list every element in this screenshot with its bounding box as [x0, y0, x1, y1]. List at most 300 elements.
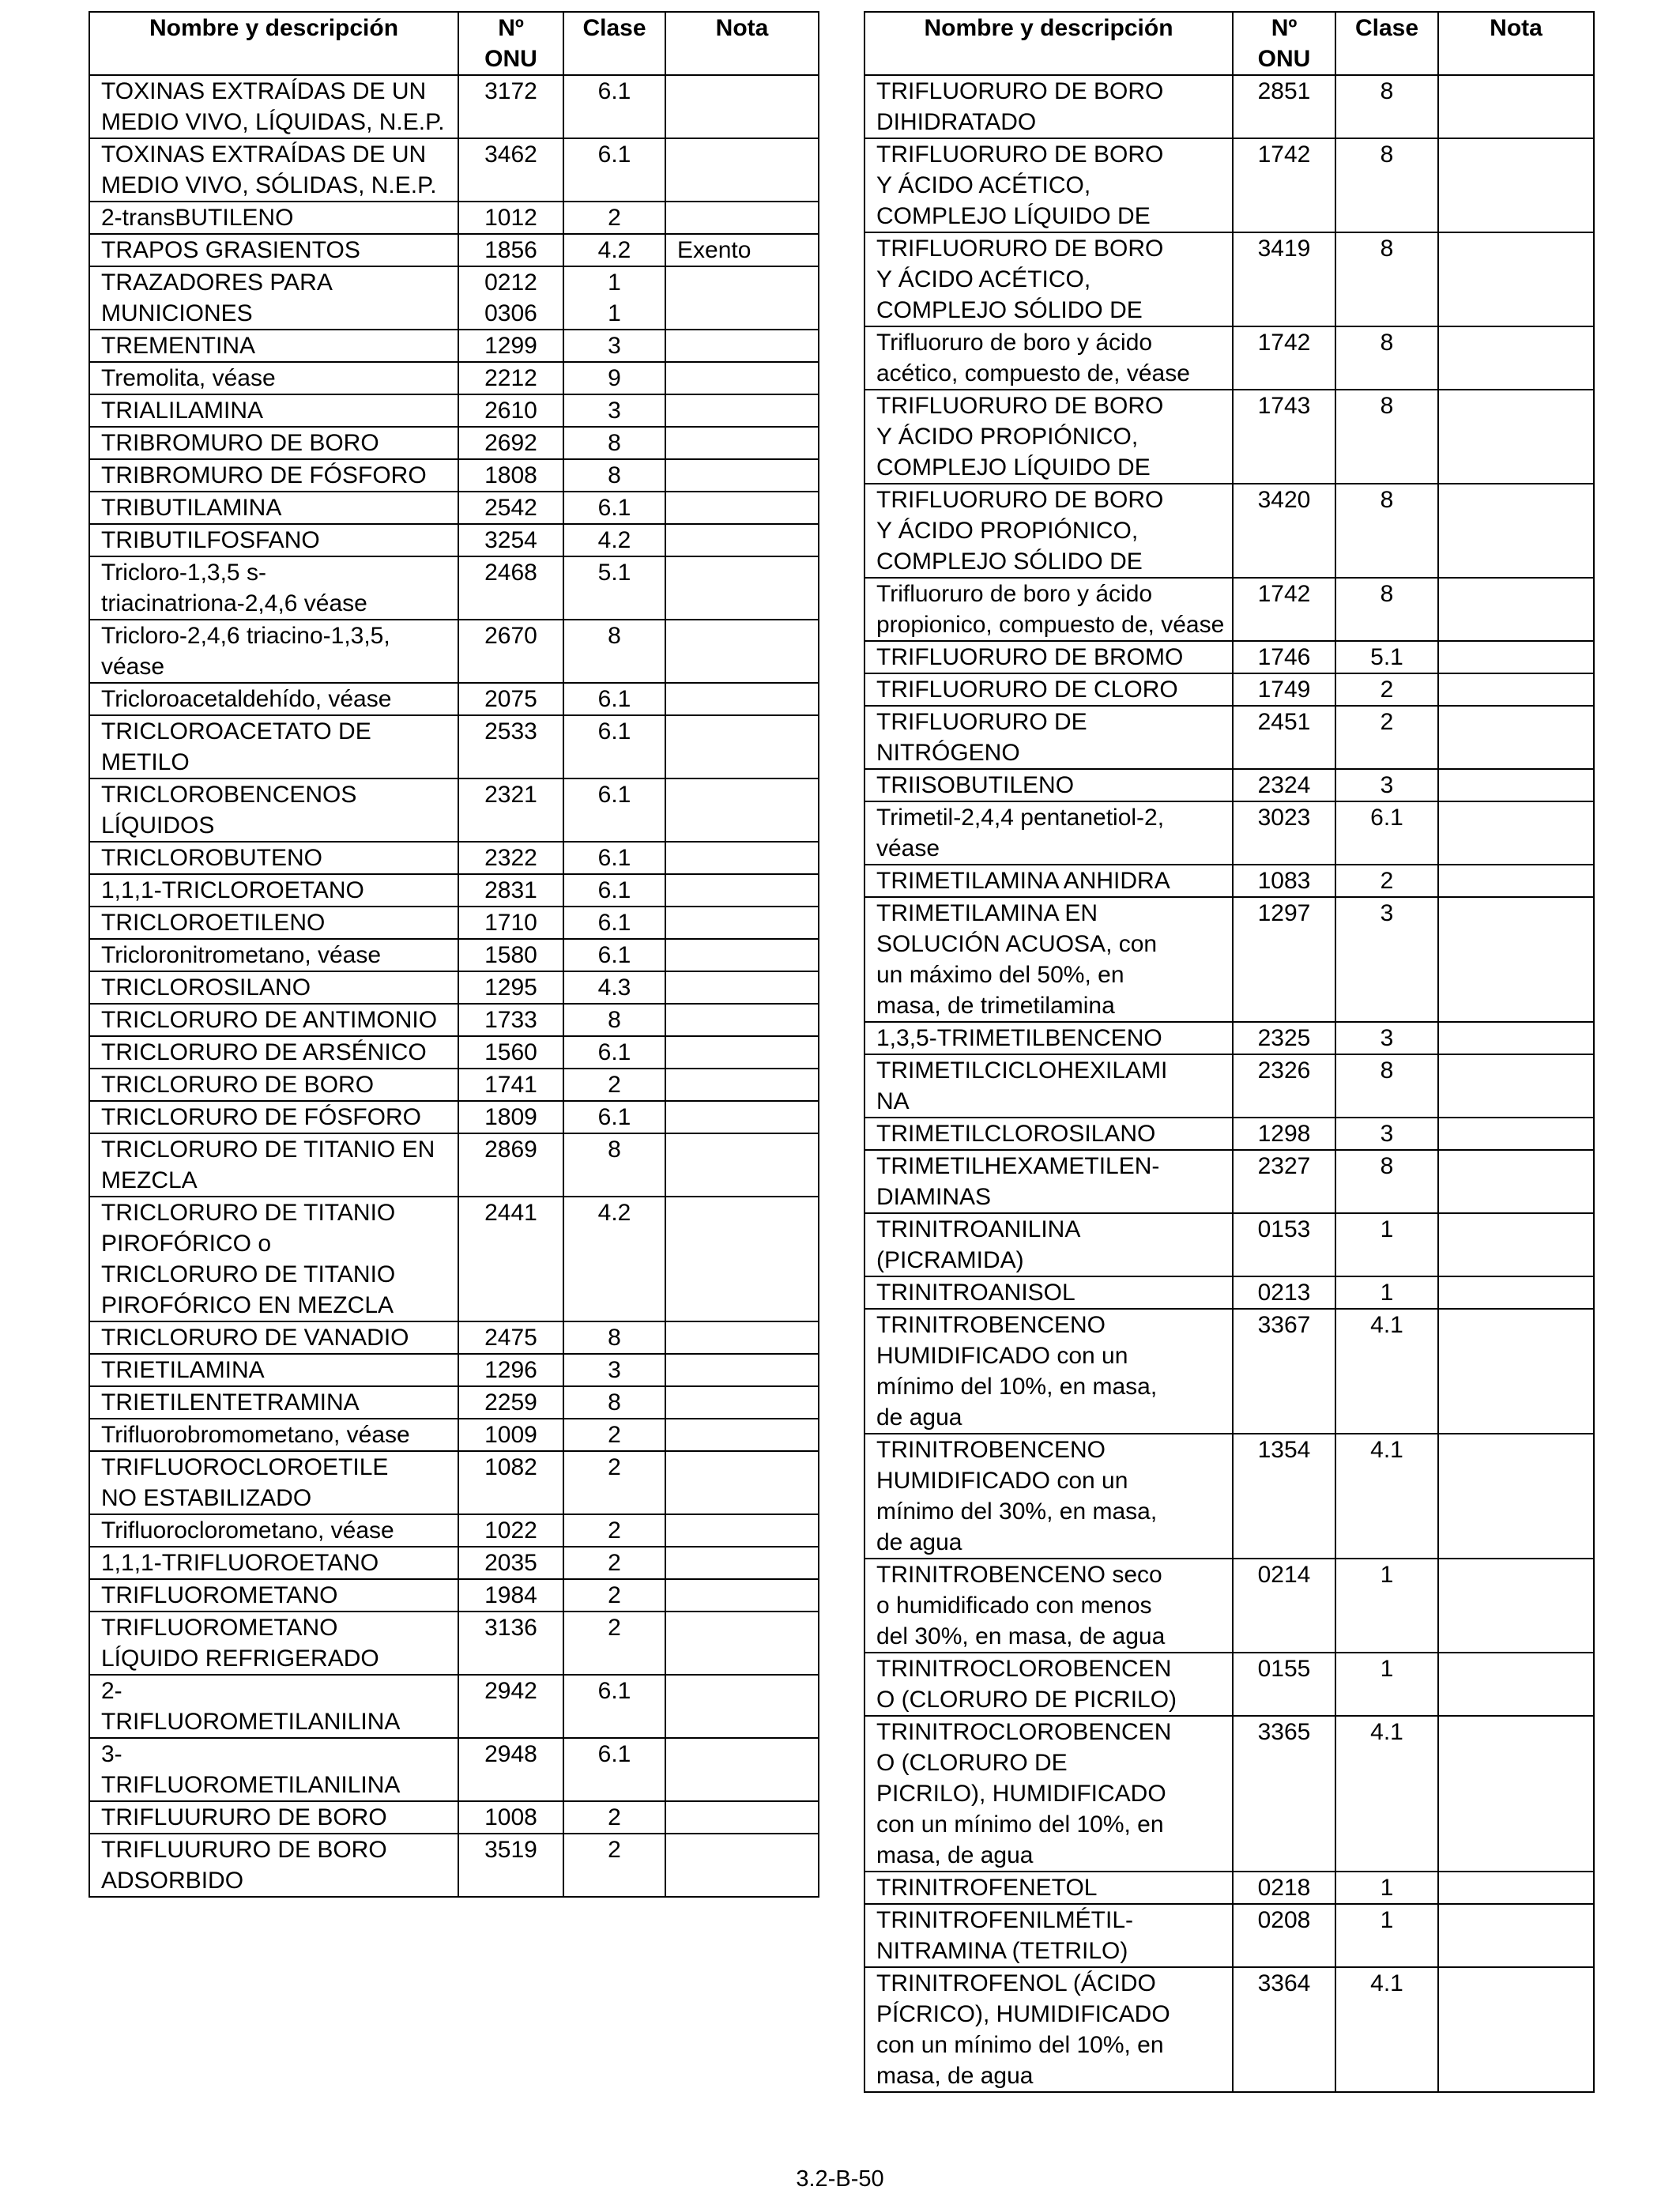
table-row — [864, 1434, 1594, 1559]
cell-un-number: 1295 — [458, 971, 563, 1004]
cell-class: 6.1 — [563, 874, 665, 907]
cell-class: 8 — [563, 427, 665, 459]
cell-note — [665, 1612, 819, 1675]
table-row — [89, 75, 819, 138]
table-row — [864, 1904, 1594, 1967]
cell-note — [665, 1004, 819, 1036]
cell-un-number: 3519 — [458, 1834, 563, 1897]
cell-name: TOXINAS EXTRAÍDAS DE UN MEDIO VIVO, SÓLIDAS, N.E.P. — [89, 138, 458, 202]
table-row — [864, 1309, 1594, 1434]
cell-un-number: 1009 — [458, 1419, 563, 1451]
cell-un-number: 1297 — [1233, 897, 1335, 1022]
cell-class: 2 — [563, 1419, 665, 1451]
cell-name: TRICLOROBENCENOS LÍQUIDOS — [89, 778, 458, 842]
cell-name: 2-transBUTILENO — [89, 202, 458, 234]
cell-class: 6.1 — [563, 683, 665, 715]
cell-un-number: 0218 — [1233, 1872, 1335, 1904]
cell-class: 2 — [563, 1547, 665, 1579]
cell-un-number: 1560 — [458, 1036, 563, 1069]
cell-note — [1438, 1276, 1594, 1309]
cell-class: 6.1 — [563, 75, 665, 138]
cell-class: 4.1 — [1335, 1967, 1438, 2092]
cell-name: TRIFLUORURO DE NITRÓGENO — [864, 706, 1233, 769]
cell-note — [1438, 1213, 1594, 1276]
cell-name: TRICLORURO DE TITANIO EN MEZCLA — [89, 1133, 458, 1197]
cell-un-number: 2441 — [458, 1197, 563, 1321]
table-row — [864, 1150, 1594, 1213]
cell-note — [665, 1069, 819, 1101]
cell-name: TRIFLUOROMETANO — [89, 1579, 458, 1612]
cell-note — [665, 1101, 819, 1133]
cell-un-number: 1299 — [458, 330, 563, 362]
table-row — [864, 706, 1594, 769]
cell-un-number: 3419 — [1233, 232, 1335, 326]
cell-un-number: 1809 — [458, 1101, 563, 1133]
cell-name: TRINITROFENETOL — [864, 1872, 1233, 1904]
cell-note — [665, 362, 819, 394]
cell-class: 8 — [1335, 1054, 1438, 1118]
cell-note — [665, 1834, 819, 1897]
header-un-number: Nº ONU — [1233, 12, 1335, 75]
cell-class: 2 — [563, 1801, 665, 1834]
cell-name: 1,1,1-TRIFLUOROETANO — [89, 1547, 458, 1579]
cell-class: 4.1 — [1335, 1434, 1438, 1559]
table-row — [864, 484, 1594, 578]
table-row — [89, 1036, 819, 1069]
table-row — [864, 673, 1594, 706]
cell-note — [665, 620, 819, 683]
cell-un-number: 1733 — [458, 1004, 563, 1036]
cell-note — [665, 524, 819, 556]
cell-class: 8 — [1335, 75, 1438, 138]
cell-name: TRICLORURO DE VANADIO — [89, 1321, 458, 1354]
table-row — [89, 1514, 819, 1547]
cell-name: Trifluoruro de boro y ácido acético, compuesto de, véase — [864, 326, 1233, 390]
cell-un-number: 3254 — [458, 524, 563, 556]
table-row — [89, 715, 819, 778]
cell-note — [665, 1451, 819, 1514]
cell-class: 6.1 — [563, 939, 665, 971]
cell-class: 8 — [563, 1386, 665, 1419]
cell-class: 4.3 — [563, 971, 665, 1004]
cell-name: TRICLOROETILENO — [89, 907, 458, 939]
cell-name: TRIBROMURO DE BORO — [89, 427, 458, 459]
cell-un-number: 3172 — [458, 75, 563, 138]
cell-note — [665, 556, 819, 620]
cell-name: TRIFLUORURO DE CLORO — [864, 673, 1233, 706]
cell-class: 6.1 — [563, 138, 665, 202]
cell-un-number: 2451 — [1233, 706, 1335, 769]
table-row — [864, 75, 1594, 138]
cell-note — [665, 1514, 819, 1547]
table-row — [89, 556, 819, 620]
table-row — [89, 874, 819, 907]
header-class: Clase — [1335, 12, 1438, 75]
table-row — [89, 1101, 819, 1133]
table-row — [89, 1133, 819, 1197]
table-row — [89, 1801, 819, 1834]
table-row — [89, 1004, 819, 1036]
cell-un-number: 2533 — [458, 715, 563, 778]
cell-class: 2 — [563, 1514, 665, 1547]
cell-class: 8 — [563, 620, 665, 683]
cell-note — [1438, 75, 1594, 138]
cell-class: 3 — [563, 330, 665, 362]
cell-note — [1438, 1872, 1594, 1904]
cell-note — [665, 1354, 819, 1386]
cell-un-number: 1022 — [458, 1514, 563, 1547]
cell-note — [665, 874, 819, 907]
cell-un-number: 1749 — [1233, 673, 1335, 706]
cell-note — [665, 492, 819, 524]
cell-name: TREMENTINA — [89, 330, 458, 362]
header-un-number: Nº ONU — [458, 12, 563, 75]
cell-un-number: 3365 — [1233, 1716, 1335, 1872]
cell-note — [1438, 1150, 1594, 1213]
cell-name: TRIFLUORURO DE BROMO — [864, 641, 1233, 673]
cell-un-number: 1808 — [458, 459, 563, 492]
cell-class: 6.1 — [563, 492, 665, 524]
table-header-row — [89, 12, 819, 75]
cell-class: 6.1 — [563, 1738, 665, 1801]
cell-un-number: 2259 — [458, 1386, 563, 1419]
cell-name: 2- TRIFLUOROMETILANILINA — [89, 1675, 458, 1738]
table-row — [89, 683, 819, 715]
cell-name: TRICLORURO DE BORO — [89, 1069, 458, 1101]
cell-name: TRINITROCLOROBENCEN O (CLORURO DE PICRILO) — [864, 1653, 1233, 1716]
cell-class: 6.1 — [563, 1036, 665, 1069]
cell-note — [665, 75, 819, 138]
header-class: Clase — [563, 12, 665, 75]
cell-class: 1 — [1335, 1213, 1438, 1276]
cell-class: 2 — [563, 1834, 665, 1897]
cell-name: TRIFLUURURO DE BORO ADSORBIDO — [89, 1834, 458, 1897]
cell-note — [1438, 769, 1594, 801]
cell-class: 1 — [1335, 1276, 1438, 1309]
cell-note — [1438, 390, 1594, 484]
cell-name: Trimetil-2,4,4 pentanetiol-2, véase — [864, 801, 1233, 865]
cell-note — [665, 459, 819, 492]
table-row — [864, 1213, 1594, 1276]
cell-un-number: 3420 — [1233, 484, 1335, 578]
cell-note — [665, 330, 819, 362]
cell-class: 4.1 — [1335, 1309, 1438, 1434]
cell-un-number: 2948 — [458, 1738, 563, 1801]
cell-un-number: 3367 — [1233, 1309, 1335, 1434]
cell-note — [665, 1547, 819, 1579]
cell-un-number: 1743 — [1233, 390, 1335, 484]
cell-un-number: 1856 — [458, 234, 563, 266]
table-row — [89, 362, 819, 394]
cell-name: TRINITROCLOROBENCEN O (CLORURO DE PICRILO), HUMIDIFICADO con un mínimo del 10%, en masa, de agua — [864, 1716, 1233, 1872]
table-row — [89, 907, 819, 939]
cell-un-number: 1008 — [458, 1801, 563, 1834]
cell-class: 8 — [563, 1133, 665, 1197]
cell-class: 2 — [563, 202, 665, 234]
cell-note — [665, 1386, 819, 1419]
cell-un-number: 2325 — [1233, 1022, 1335, 1054]
cell-name: TRIBUTILFOSFANO — [89, 524, 458, 556]
cell-name: TRIFLUURURO DE BORO — [89, 1801, 458, 1834]
table-row — [89, 939, 819, 971]
cell-un-number: 1012 — [458, 202, 563, 234]
cell-un-number: 2212 — [458, 362, 563, 394]
cell-class: 8 — [563, 1004, 665, 1036]
cell-note — [665, 427, 819, 459]
cell-note — [1438, 326, 1594, 390]
table-row — [89, 234, 819, 266]
table-row — [89, 1321, 819, 1354]
cell-note — [665, 1419, 819, 1451]
cell-note — [1438, 578, 1594, 641]
table-row — [89, 1675, 819, 1738]
cell-note — [1438, 1309, 1594, 1434]
cell-note — [1438, 1559, 1594, 1653]
cell-un-number: 2326 — [1233, 1054, 1335, 1118]
cell-un-number: 2670 — [458, 620, 563, 683]
table-row — [864, 769, 1594, 801]
cell-note — [1438, 232, 1594, 326]
cell-note — [665, 971, 819, 1004]
cell-note — [665, 1197, 819, 1321]
cell-un-number: 1742 — [1233, 138, 1335, 232]
cell-note — [665, 907, 819, 939]
cell-class: 6.1 — [563, 715, 665, 778]
table-row — [89, 394, 819, 427]
cell-class: 6.1 — [563, 907, 665, 939]
cell-name: TOXINAS EXTRAÍDAS DE UN MEDIO VIVO, LÍQUIDAS, N.E.P. — [89, 75, 458, 138]
cell-name: TRAPOS GRASIENTOS — [89, 234, 458, 266]
cell-name: TRIISOBUTILENO — [864, 769, 1233, 801]
cell-name: TRIETILENTETRAMINA — [89, 1386, 458, 1419]
cell-class: 1 — [1335, 1904, 1438, 1967]
table-row — [864, 801, 1594, 865]
table-row — [89, 1451, 819, 1514]
cell-note — [1438, 138, 1594, 232]
cell-un-number: 2542 — [458, 492, 563, 524]
cell-class: 8 — [1335, 138, 1438, 232]
cell-un-number: 2322 — [458, 842, 563, 874]
cell-class: 3 — [1335, 1118, 1438, 1150]
cell-name: 1,3,5-TRIMETILBENCENO — [864, 1022, 1233, 1054]
cell-name: TRIETILAMINA — [89, 1354, 458, 1386]
cell-note — [1438, 1054, 1594, 1118]
cell-un-number: 1082 — [458, 1451, 563, 1514]
cell-un-number: 3136 — [458, 1612, 563, 1675]
table-row — [864, 1022, 1594, 1054]
cell-name: TRINITROANISOL — [864, 1276, 1233, 1309]
cell-un-number: 0153 — [1233, 1213, 1335, 1276]
table-row — [864, 232, 1594, 326]
cell-class: 2 — [1335, 706, 1438, 769]
cell-name: Trifluoroclorometano, véase — [89, 1514, 458, 1547]
cell-note — [1438, 1653, 1594, 1716]
table-row — [89, 202, 819, 234]
header-name: Nombre y descripción — [864, 12, 1233, 75]
cell-class: 4.2 — [563, 524, 665, 556]
cell-note — [665, 683, 819, 715]
cell-class: 1 — [1335, 1872, 1438, 1904]
cell-note — [665, 1321, 819, 1354]
cell-name: 1,1,1-TRICLOROETANO — [89, 874, 458, 907]
cell-class: 8 — [1335, 1150, 1438, 1213]
cell-class: 3 — [563, 394, 665, 427]
table-row — [864, 1872, 1594, 1904]
cell-un-number: 2324 — [1233, 769, 1335, 801]
cell-class: 8 — [1335, 484, 1438, 578]
cell-note — [665, 1133, 819, 1197]
cell-note — [665, 1036, 819, 1069]
cell-name: Tremolita, véase — [89, 362, 458, 394]
cell-un-number: 1296 — [458, 1354, 563, 1386]
table-row — [89, 459, 819, 492]
cell-name: Tricloro-2,4,6 triacino-1,3,5, véase — [89, 620, 458, 683]
cell-class: 8 — [1335, 390, 1438, 484]
cell-note — [665, 202, 819, 234]
cell-note — [665, 1675, 819, 1738]
cell-name: TRICLORURO DE ANTIMONIO — [89, 1004, 458, 1036]
cell-note — [665, 715, 819, 778]
cell-un-number: 2869 — [458, 1133, 563, 1197]
table-row — [89, 330, 819, 362]
cell-un-number: 1746 — [1233, 641, 1335, 673]
cell-name: TRICLORURO DE TITANIO PIROFÓRICO o TRICLORURO DE TITANIO PIROFÓRICO EN MEZCLA — [89, 1197, 458, 1321]
cell-name: TRIFLUORURO DE BORO Y ÁCIDO ACÉTICO, COMPLEJO LÍQUIDO DE — [864, 138, 1233, 232]
cell-un-number: 0213 — [1233, 1276, 1335, 1309]
cell-un-number: 2035 — [458, 1547, 563, 1579]
cell-class: 2 — [1335, 865, 1438, 897]
cell-note — [1438, 1434, 1594, 1559]
cell-un-number: 2851 — [1233, 75, 1335, 138]
cell-note — [1438, 897, 1594, 1022]
cell-note — [1438, 484, 1594, 578]
cell-class: 1 — [1335, 1653, 1438, 1716]
cell-name: TRINITROANILINA (PICRAMIDA) — [864, 1213, 1233, 1276]
cell-class: 8 — [1335, 326, 1438, 390]
table-row — [89, 1069, 819, 1101]
table-row — [864, 138, 1594, 232]
cell-name: TRIMETILHEXAMETILEN- DIAMINAS — [864, 1150, 1233, 1213]
cell-un-number: 0155 — [1233, 1653, 1335, 1716]
cell-un-number: 1083 — [1233, 865, 1335, 897]
cell-un-number: 1580 — [458, 939, 563, 971]
table-row — [864, 1716, 1594, 1872]
table-row — [864, 1559, 1594, 1653]
table-header-row — [864, 12, 1594, 75]
cell-un-number: 2692 — [458, 427, 563, 459]
cell-un-number: 1984 — [458, 1579, 563, 1612]
cell-un-number: 1354 — [1233, 1434, 1335, 1559]
cell-name: TRIALILAMINA — [89, 394, 458, 427]
cell-class: 2 — [563, 1612, 665, 1675]
cell-note — [1438, 641, 1594, 673]
cell-name: TRINITROFENOL (ÁCIDO PÍCRICO), HUMIDIFICADO con un mínimo del 10%, en masa, de agua — [864, 1967, 1233, 2092]
cell-name: TRIFLUOROMETANO LÍQUIDO REFRIGERADO — [89, 1612, 458, 1675]
cell-class: 9 — [563, 362, 665, 394]
table-row — [89, 1197, 819, 1321]
table-row — [864, 1276, 1594, 1309]
cell-class: 8 — [563, 459, 665, 492]
cell-note — [665, 939, 819, 971]
table-row — [864, 326, 1594, 390]
cell-name: TRIFLUORURO DE BORO Y ÁCIDO ACÉTICO, COMPLEJO SÓLIDO DE — [864, 232, 1233, 326]
cell-note — [1438, 673, 1594, 706]
cell-note — [665, 266, 819, 330]
cell-name: TRIBUTILAMINA — [89, 492, 458, 524]
cell-note — [1438, 706, 1594, 769]
cell-name: TRINITROBENCENO seco o humidificado con menos del 30%, en masa, de agua — [864, 1559, 1233, 1653]
dangerous-goods-table-left — [89, 11, 819, 1898]
cell-un-number: 2468 — [458, 556, 563, 620]
cell-note — [1438, 1118, 1594, 1150]
cell-un-number: 1742 — [1233, 578, 1335, 641]
cell-name: TRIFLUORURO DE BORO Y ÁCIDO PROPIÓNICO, COMPLEJO SÓLIDO DE — [864, 484, 1233, 578]
cell-class: 3 — [1335, 769, 1438, 801]
cell-name: Tricloronitrometano, véase — [89, 939, 458, 971]
cell-class: 3 — [1335, 897, 1438, 1022]
table-row — [864, 390, 1594, 484]
cell-class: 8 — [563, 1321, 665, 1354]
table-row — [89, 778, 819, 842]
cell-name: Tricloroacetaldehído, véase — [89, 683, 458, 715]
cell-un-number: 3364 — [1233, 1967, 1335, 2092]
cell-name: TRIMETILAMINA EN SOLUCIÓN ACUOSA, con un máximo del 50%, en masa, de trimetilamina — [864, 897, 1233, 1022]
cell-un-number: 2942 — [458, 1675, 563, 1738]
cell-note — [665, 1801, 819, 1834]
table-row — [89, 620, 819, 683]
cell-note — [1438, 865, 1594, 897]
cell-class: 2 — [563, 1451, 665, 1514]
cell-note — [665, 394, 819, 427]
cell-un-number: 0208 — [1233, 1904, 1335, 1967]
table-row — [89, 138, 819, 202]
cell-note — [665, 1579, 819, 1612]
cell-note — [665, 138, 819, 202]
cell-note — [665, 842, 819, 874]
cell-note — [665, 778, 819, 842]
cell-name: TRINITROBENCENO HUMIDIFICADO con un mínimo del 30%, en masa, de agua — [864, 1434, 1233, 1559]
cell-name: TRIMETILAMINA ANHIDRA — [864, 865, 1233, 897]
cell-class: 8 — [1335, 578, 1438, 641]
cell-note — [1438, 1716, 1594, 1872]
cell-name: TRICLORURO DE FÓSFORO — [89, 1101, 458, 1133]
cell-un-number: 1742 — [1233, 326, 1335, 390]
cell-class: 5.1 — [1335, 641, 1438, 673]
cell-un-number: 3462 — [458, 138, 563, 202]
cell-note — [665, 1738, 819, 1801]
cell-class: 1 — [1335, 1559, 1438, 1653]
table-row — [89, 1579, 819, 1612]
table-row — [864, 865, 1594, 897]
table-row — [89, 971, 819, 1004]
table-row — [89, 1386, 819, 1419]
table-row — [89, 1612, 819, 1675]
cell-name: Trifluoruro de boro y ácido propionico, compuesto de, véase — [864, 578, 1233, 641]
table-row — [89, 524, 819, 556]
cell-name: TRICLORURO DE ARSÉNICO — [89, 1036, 458, 1069]
table-row — [89, 427, 819, 459]
cell-class: 2 — [563, 1579, 665, 1612]
cell-un-number: 2327 — [1233, 1150, 1335, 1213]
cell-name: Tricloro-1,3,5 s- triacinatriona-2,4,6 véase — [89, 556, 458, 620]
cell-class: 6.1 — [563, 778, 665, 842]
cell-class: 4.2 — [563, 234, 665, 266]
cell-un-number: 2610 — [458, 394, 563, 427]
header-note: Nota — [1438, 12, 1594, 75]
table-row — [89, 266, 819, 330]
cell-class: 2 — [563, 1069, 665, 1101]
cell-note — [1438, 1967, 1594, 2092]
